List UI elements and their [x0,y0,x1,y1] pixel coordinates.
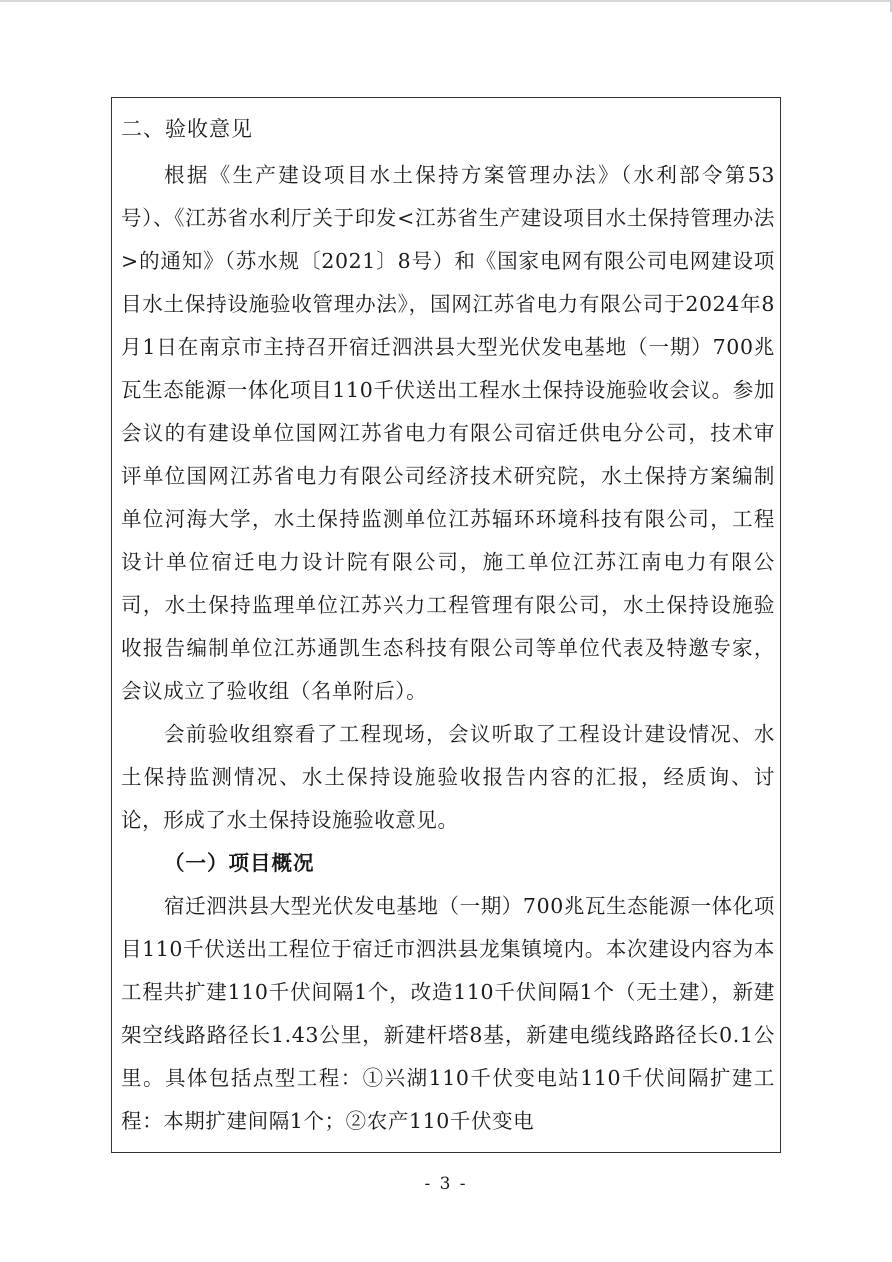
paragraph-acceptance-meeting: 根据《生产建设项目水土保持方案管理办法》（水利部令第53号）、《江苏省水利厅关于印发<江苏省生产建设项目水土保持管理办法>的通知》（苏水规〔2021〕8号）和《国家电网有限公司电网建设项目水土保持设施验收管理办法》，国网江苏省电力有限公司于2024年8月1日在南京市主持召开宿迁泗洪县大型光伏发电基地（一期）700兆瓦生态能源一体化项目110千伏送出工程水土保持设施验收会议。参加会议的有建设单位国网江苏省电力有限公司宿迁供电分公司，技术审评单位国网江苏省电力有限公司经济技术研究院，水土保持方案编制单位河海大学，水土保持监测单位江苏辐环环境科技有限公司，工程设计单位宿迁电力设计院有限公司，施工单位江苏江南电力有限公司，水土保持监理单位江苏兴力工程管理有限公司，水土保持设施验收报告编制单位江苏通凯生态科技有限公司等单位代表及特邀专家，会议成立了验收组（名单附后）。 [121,163,775,703]
paragraph-acceptance-conclusion: 会前验收组察看了工程现场，会议听取了工程设计建设情况、水土保持监测情况、水土保持设施验收报告内容的汇报，经质询、讨论，形成了水土保持设施验收意见。 [121,722,775,832]
section-title: 二、验收意见 [121,117,253,141]
paragraph-project-overview: 宿迁泗洪县大型光伏发电基地（一期）700兆瓦生态能源一体化项目110千伏送出工程位于宿迁市泗洪县龙集镇境内。本次建设内容为本工程共扩建110千伏间隔1个，改造110千伏间隔1个（无土建），新建架空线路路径长1.43公里，新建杆塔8基，新建电缆线路路径长0.1公里。具体包括点型工程：①兴湖110千伏变电站110千伏间隔扩建工程：本期扩建间隔1个；②农产110千伏变电 [121,894,775,1133]
page-number: - 3 - [424,1174,468,1194]
subsection-title: （一）项目概况 [164,851,315,875]
content-frame [111,97,781,1153]
document-body [121,110,775,1143]
page-top-edge [0,0,892,2]
